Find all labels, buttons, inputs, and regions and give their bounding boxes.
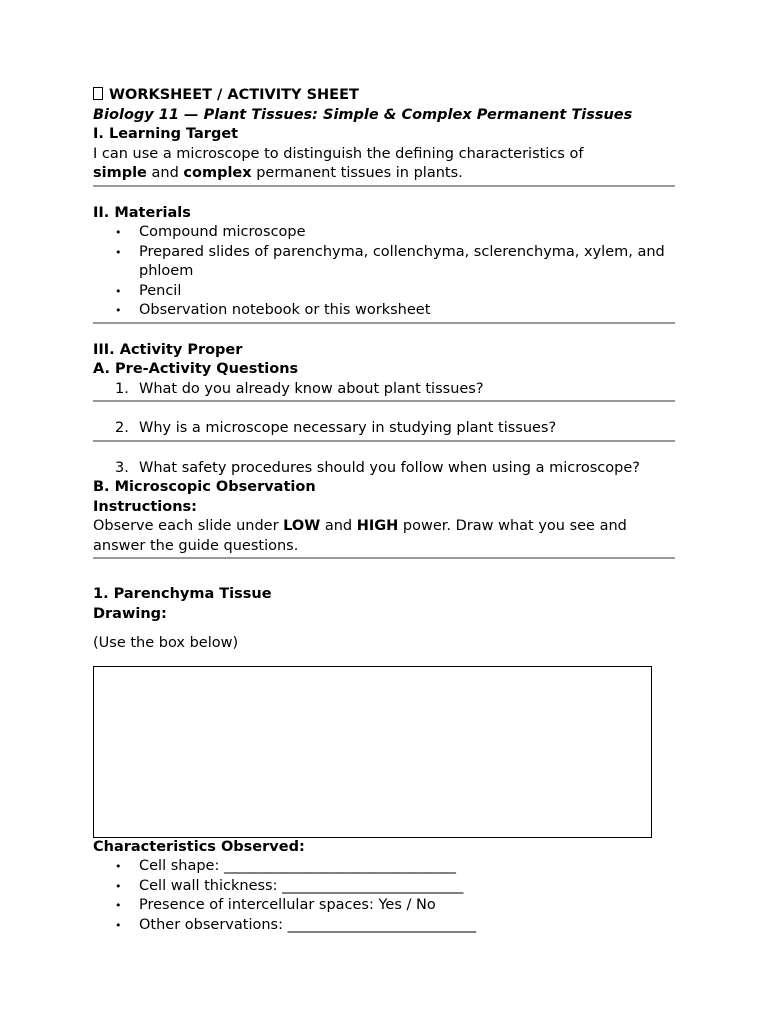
question-list-3 bbox=[93, 459, 675, 479]
drawing-box[interactable] bbox=[93, 666, 652, 838]
list-item: • Pencil bbox=[139, 282, 675, 302]
question-item: 1. What do you already know about plant tissues? bbox=[115, 380, 484, 397]
bullet-icon: • bbox=[115, 860, 122, 873]
list-item: • Observation notebook or this worksheet bbox=[139, 301, 675, 321]
divider bbox=[93, 185, 675, 187]
microscopic-heading: B. Microscopic Observation bbox=[93, 479, 316, 495]
learning-target-text-2: simple and complex permanent tissues in plants. bbox=[93, 165, 463, 181]
question-list-2 bbox=[93, 419, 675, 439]
worksheet-title: WORKSHEET / ACTIVITY SHEET bbox=[93, 86, 675, 106]
learning-target-text-1: I can use a microscope to distinguish the defining characteristics of bbox=[93, 145, 584, 162]
drawing-label: Drawing: bbox=[93, 605, 167, 622]
missing-glyph-icon bbox=[93, 87, 103, 100]
bullet-icon: • bbox=[115, 899, 122, 912]
characteristics-list bbox=[93, 857, 675, 935]
worksheet-subtitle: Biology 11 — Plant Tissues: Simple & Complex Permanent Tissues bbox=[93, 106, 633, 123]
list-item: • Compound microscope bbox=[139, 223, 675, 243]
bullet-icon: • bbox=[115, 284, 122, 298]
list-item: • Other observations: __________________________ bbox=[139, 916, 675, 936]
divider bbox=[93, 322, 675, 324]
parenchyma-heading: 1. Parenchyma Tissue bbox=[93, 586, 272, 602]
box-note: (Use the box below) bbox=[93, 635, 239, 651]
question-list-1 bbox=[93, 380, 675, 400]
question-item: 3. What safety procedures should you follow when using a microscope? bbox=[115, 459, 640, 476]
characteristics-heading: Characteristics Observed: bbox=[93, 838, 305, 855]
answer-line[interactable] bbox=[93, 440, 675, 442]
materials-list bbox=[93, 223, 675, 321]
worksheet-page bbox=[93, 86, 675, 935]
bullet-icon: • bbox=[115, 245, 122, 259]
bullet-icon: • bbox=[115, 918, 122, 932]
list-item: • Prepared slides of parenchyma, collenchyma, sclerenchyma, xylem, and phloem bbox=[115, 243, 665, 279]
question-item: 2. Why is a microscope necessary in studying plant tissues? bbox=[115, 420, 557, 436]
list-item: • Presence of intercellular spaces: Yes / No bbox=[139, 896, 675, 916]
pre-activity-heading: A. Pre-Activity Questions bbox=[93, 361, 299, 377]
materials-heading: II. Materials bbox=[93, 204, 191, 221]
learning-target-heading: I. Learning Target bbox=[93, 126, 239, 142]
list-item: • Cell wall thickness: _________________________ bbox=[139, 877, 675, 897]
instructions-text-1: Observe each slide under LOW and HIGH power. Draw what you see and bbox=[93, 518, 627, 534]
instructions-text-2: answer the guide questions. bbox=[93, 537, 299, 554]
activity-heading: III. Activity Proper bbox=[93, 341, 243, 358]
divider bbox=[93, 557, 675, 559]
bullet-icon: • bbox=[115, 879, 122, 893]
answer-line[interactable] bbox=[93, 400, 675, 402]
bullet-icon: • bbox=[115, 304, 122, 317]
list-item: • Cell shape: ________________________________ bbox=[139, 857, 675, 877]
instructions-label: Instructions: bbox=[93, 498, 197, 515]
bullet-icon: • bbox=[115, 226, 122, 239]
